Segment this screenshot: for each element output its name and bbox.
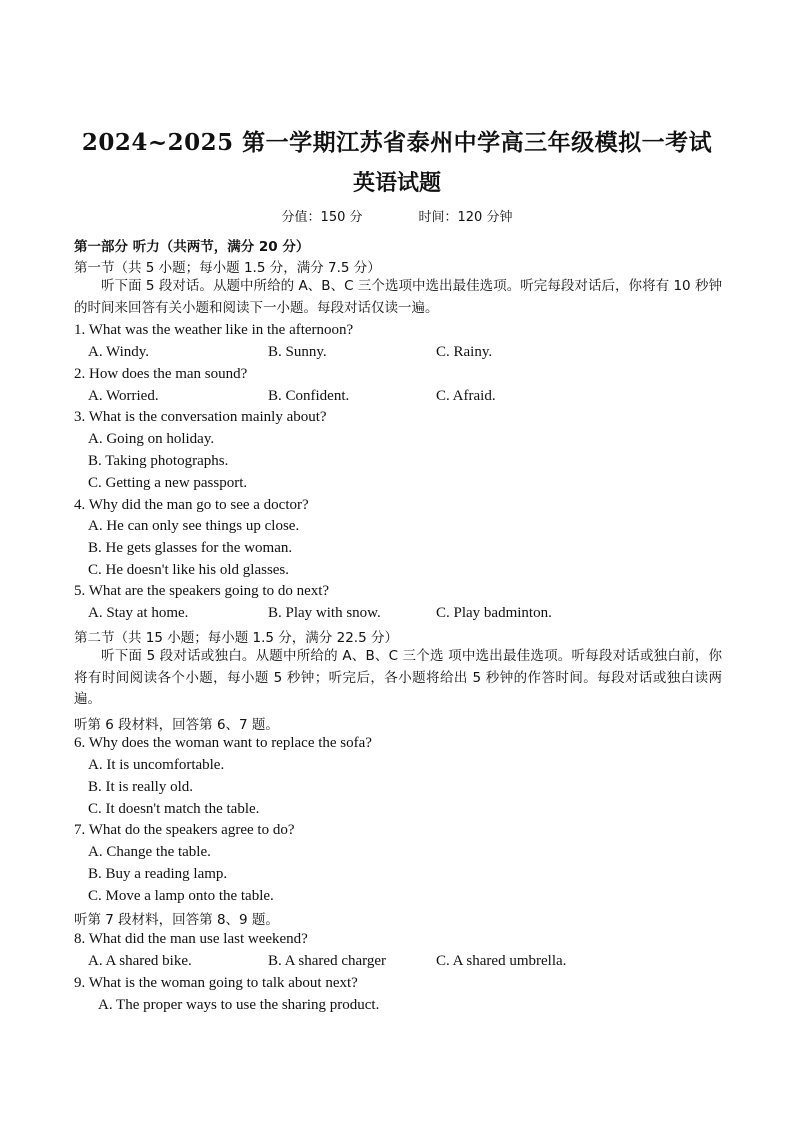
option: A. A shared bike. xyxy=(88,953,192,969)
question-stem: 5. What are the speakers going to do next? xyxy=(74,583,330,599)
question-stem: 3. What is the conversation mainly about? xyxy=(74,409,327,425)
exam-title: 2024~2025 第一学期江苏省泰州中学高三年级模拟一考试 xyxy=(81,129,713,156)
option: A. Going on holiday. xyxy=(88,431,215,447)
section2-instructions: 听下面 5 段对话或独白。从题中所给的 A、B、C 三个选 项中选出最佳选项。听每段对话或独白前，你将有时间阅读各个小题，每小题 5 秒钟；听完后，各小题将给出 5 秒钟的作答时间。每段对话或独白读两遍。 xyxy=(74,648,722,707)
option: A. Change the table. xyxy=(88,844,211,860)
material-7-note: 听第 7 段材料，回答第 8、9 题。 xyxy=(74,912,279,928)
time-label: 时间：120 分钟 xyxy=(418,210,513,225)
question-stem: 6. Why does the woman want to replace the sofa? xyxy=(74,735,372,751)
option: C. A shared umbrella. xyxy=(436,953,567,969)
question-stem: 4. Why did the man go to see a doctor? xyxy=(74,497,309,513)
option: B. It is really old. xyxy=(88,779,193,795)
option: A. Windy. xyxy=(88,344,150,360)
option: B. Buy a reading lamp. xyxy=(88,866,228,882)
option: C. Play badminton. xyxy=(436,605,552,621)
option: B. He gets glasses for the woman. xyxy=(88,540,293,556)
option: C. Rainy. xyxy=(436,344,493,360)
option: B. Taking photographs. xyxy=(88,453,229,469)
points-label: 分值：150 分 xyxy=(281,210,363,225)
option: C. Getting a new passport. xyxy=(88,475,248,491)
option: B. Sunny. xyxy=(268,344,327,360)
material-6-note: 听第 6 段材料，回答第 6、7 题。 xyxy=(74,717,279,733)
question-stem: 7. What do the speakers agree to do? xyxy=(74,822,295,838)
question-stem: 9. What is the woman going to talk about next? xyxy=(74,975,358,991)
section1-heading: 第一节（共 5 小题；每小题 1.5 分，满分 7.5 分） xyxy=(74,260,381,276)
option: A. Stay at home. xyxy=(88,605,189,621)
option: B. Play with snow. xyxy=(268,605,381,621)
question-stem: 8. What did the man use last weekend? xyxy=(74,931,308,947)
option: C. Afraid. xyxy=(436,388,496,404)
score-info xyxy=(0,206,794,225)
part1-heading: 第一部分 听力（共两节，满分 20 分） xyxy=(74,239,310,255)
option: C. It doesn't match the table. xyxy=(88,801,260,817)
exam-subtitle: 英语试题 xyxy=(352,170,441,196)
option: C. He doesn't like his old glasses. xyxy=(88,562,290,578)
option: B. A shared charger xyxy=(268,953,387,969)
question-stem: 1. What was the weather like in the afternoon? xyxy=(74,322,354,338)
section1-instructions: 听下面 5 段对话。从题中所给的 A、B、C 三个选项中选出最佳选项。听完每段对话后，你将有 10 秒钟的时间来回答有关小题和阅读下一小题。每段对话仅读一遍。 xyxy=(74,278,722,316)
option: A. He can only see things up close. xyxy=(88,518,300,534)
section2-heading: 第二节（共 15 小题；每小题 1.5 分，满分 22.5 分） xyxy=(74,630,398,646)
option: A. Worried. xyxy=(88,388,159,404)
question-stem: 2. How does the man sound? xyxy=(74,366,248,382)
option: A. The proper ways to use the sharing product. xyxy=(98,997,380,1013)
option: B. Confident. xyxy=(268,388,350,404)
option: C. Move a lamp onto the table. xyxy=(88,888,274,904)
option: A. It is uncomfortable. xyxy=(88,757,225,773)
